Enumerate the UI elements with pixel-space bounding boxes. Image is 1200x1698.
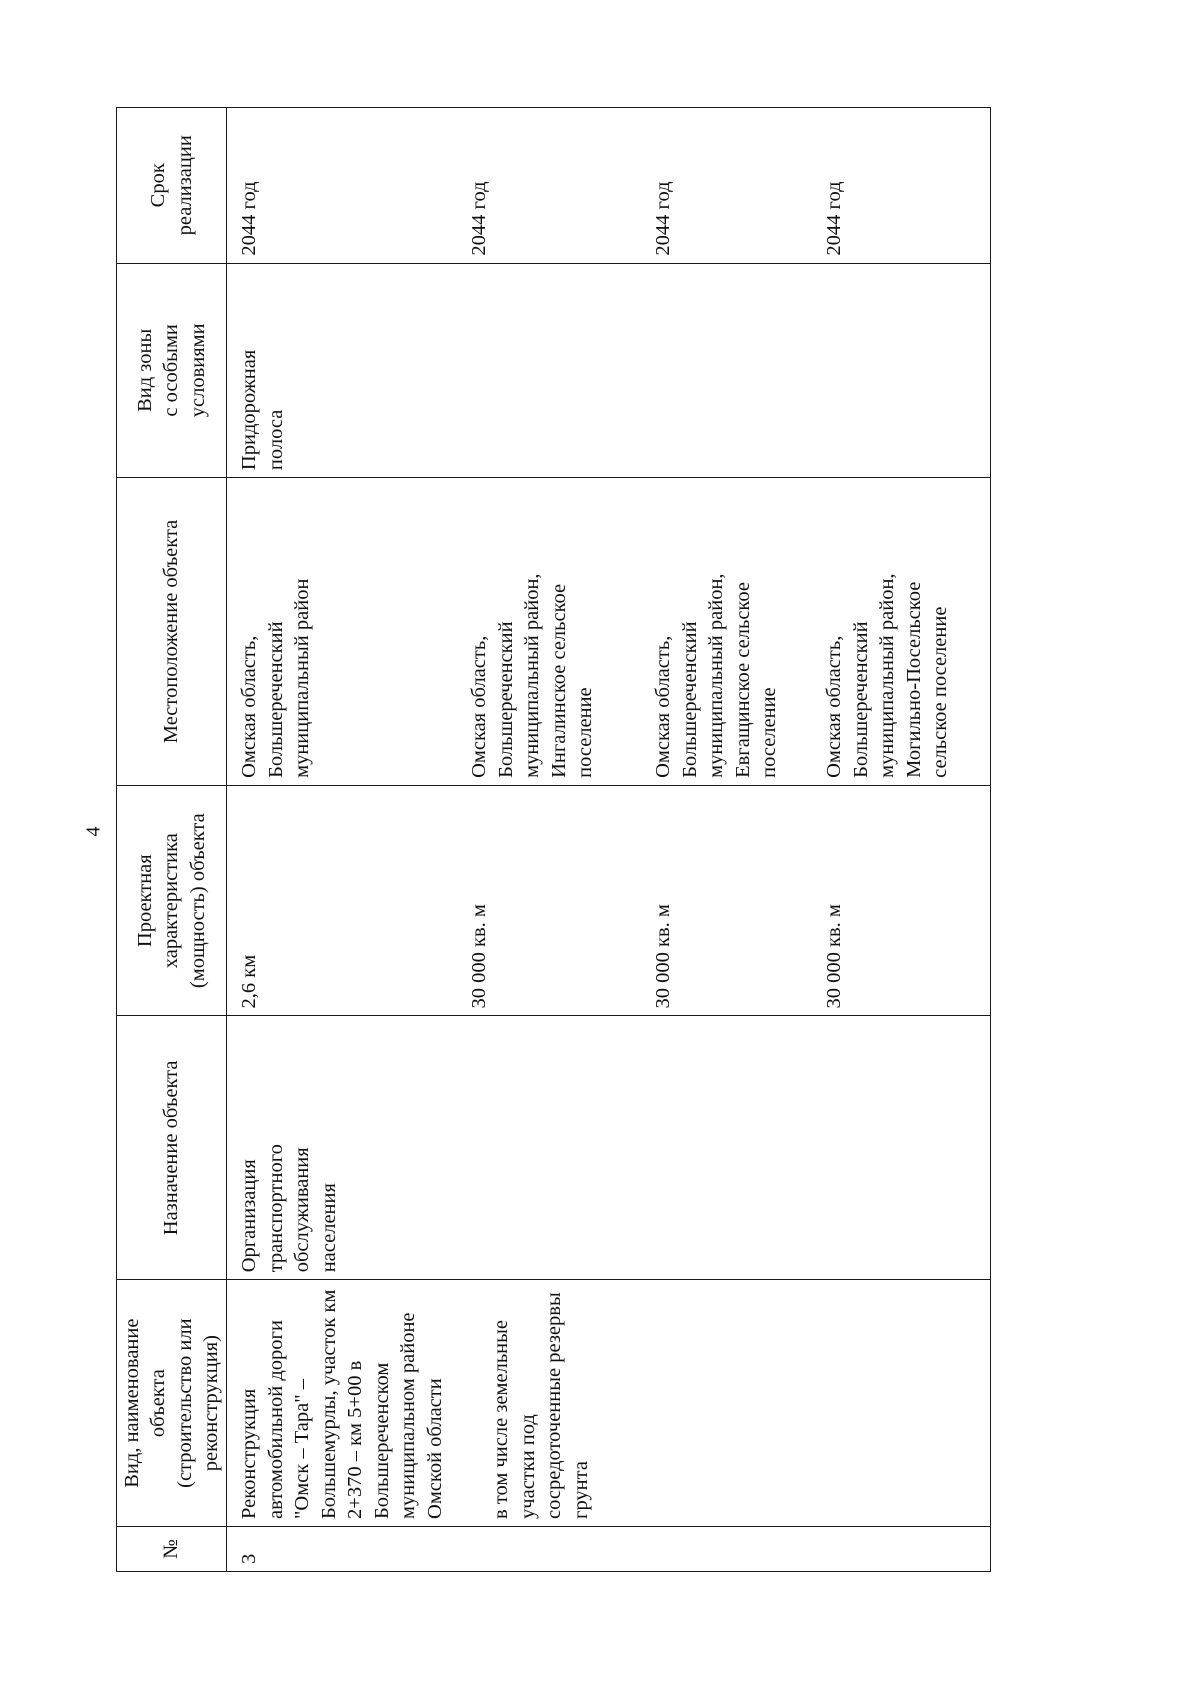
cell-number: 3: [227, 1526, 991, 1571]
table-row: [227, 108, 991, 1572]
header-location: Местоположение объекта: [117, 478, 227, 786]
term-2: 2044 год: [468, 181, 490, 256]
cell-location: [227, 478, 991, 786]
header-purpose: Назначение объекта: [117, 1016, 227, 1280]
kind-sub-text: в том числе земельные участки под сосредоточенные резервы грунта: [490, 1292, 592, 1519]
location-3: Омская область, Большереченский муниципальный район, Евгащинское сельское поселение: [652, 573, 780, 778]
rotated-table-wrapper: [116, 107, 996, 1572]
location-4: Омская область, Большереченский муниципальный район, Могильно-Посельское сельское поселение: [823, 573, 951, 778]
header-zone: Вид зоны с особыми условиями: [117, 263, 227, 478]
location-2: Омская область, Большереченский муниципальный район, Ингалинское сельское поселение: [468, 573, 596, 778]
cell-kind-name: [227, 1280, 991, 1527]
capacity-3: 30 000 кв. м: [652, 904, 674, 1009]
objects-table: [116, 107, 991, 1572]
cell-term: [227, 108, 991, 264]
kind-main-text: Реконструкция автомобильной дороги "Омск – Тара" – Большемурлы, участок км 2+370 – км 5+00 в Большереченском муниципальном районе Омской области: [238, 1289, 446, 1519]
capacity-4: 30 000 кв. м: [823, 904, 845, 1009]
page-number: 4: [82, 826, 105, 837]
cell-capacity: [227, 785, 991, 1016]
location-1: Омская область, Большереченский муниципальный район: [238, 578, 313, 778]
term-4: 2044 год: [823, 181, 845, 256]
capacity-1: 2,6 км: [238, 954, 260, 1009]
capacity-2: 30 000 кв. м: [468, 904, 490, 1009]
term-3: 2044 год: [652, 181, 674, 256]
header-number: №: [117, 1526, 227, 1571]
header-term: Срок реализации: [117, 108, 227, 264]
term-1: 2044 год: [238, 181, 260, 256]
header-kind-name: Вид, наименование объекта (строительство или реконструкция): [117, 1280, 227, 1527]
cell-purpose: Организация транспортного обслуживания населения: [227, 1016, 991, 1280]
cell-zone: Придорожная полоса: [227, 263, 991, 478]
table-header-row: [117, 108, 227, 1572]
header-capacity: Проектная характеристика (мощность) объекта: [117, 785, 227, 1016]
